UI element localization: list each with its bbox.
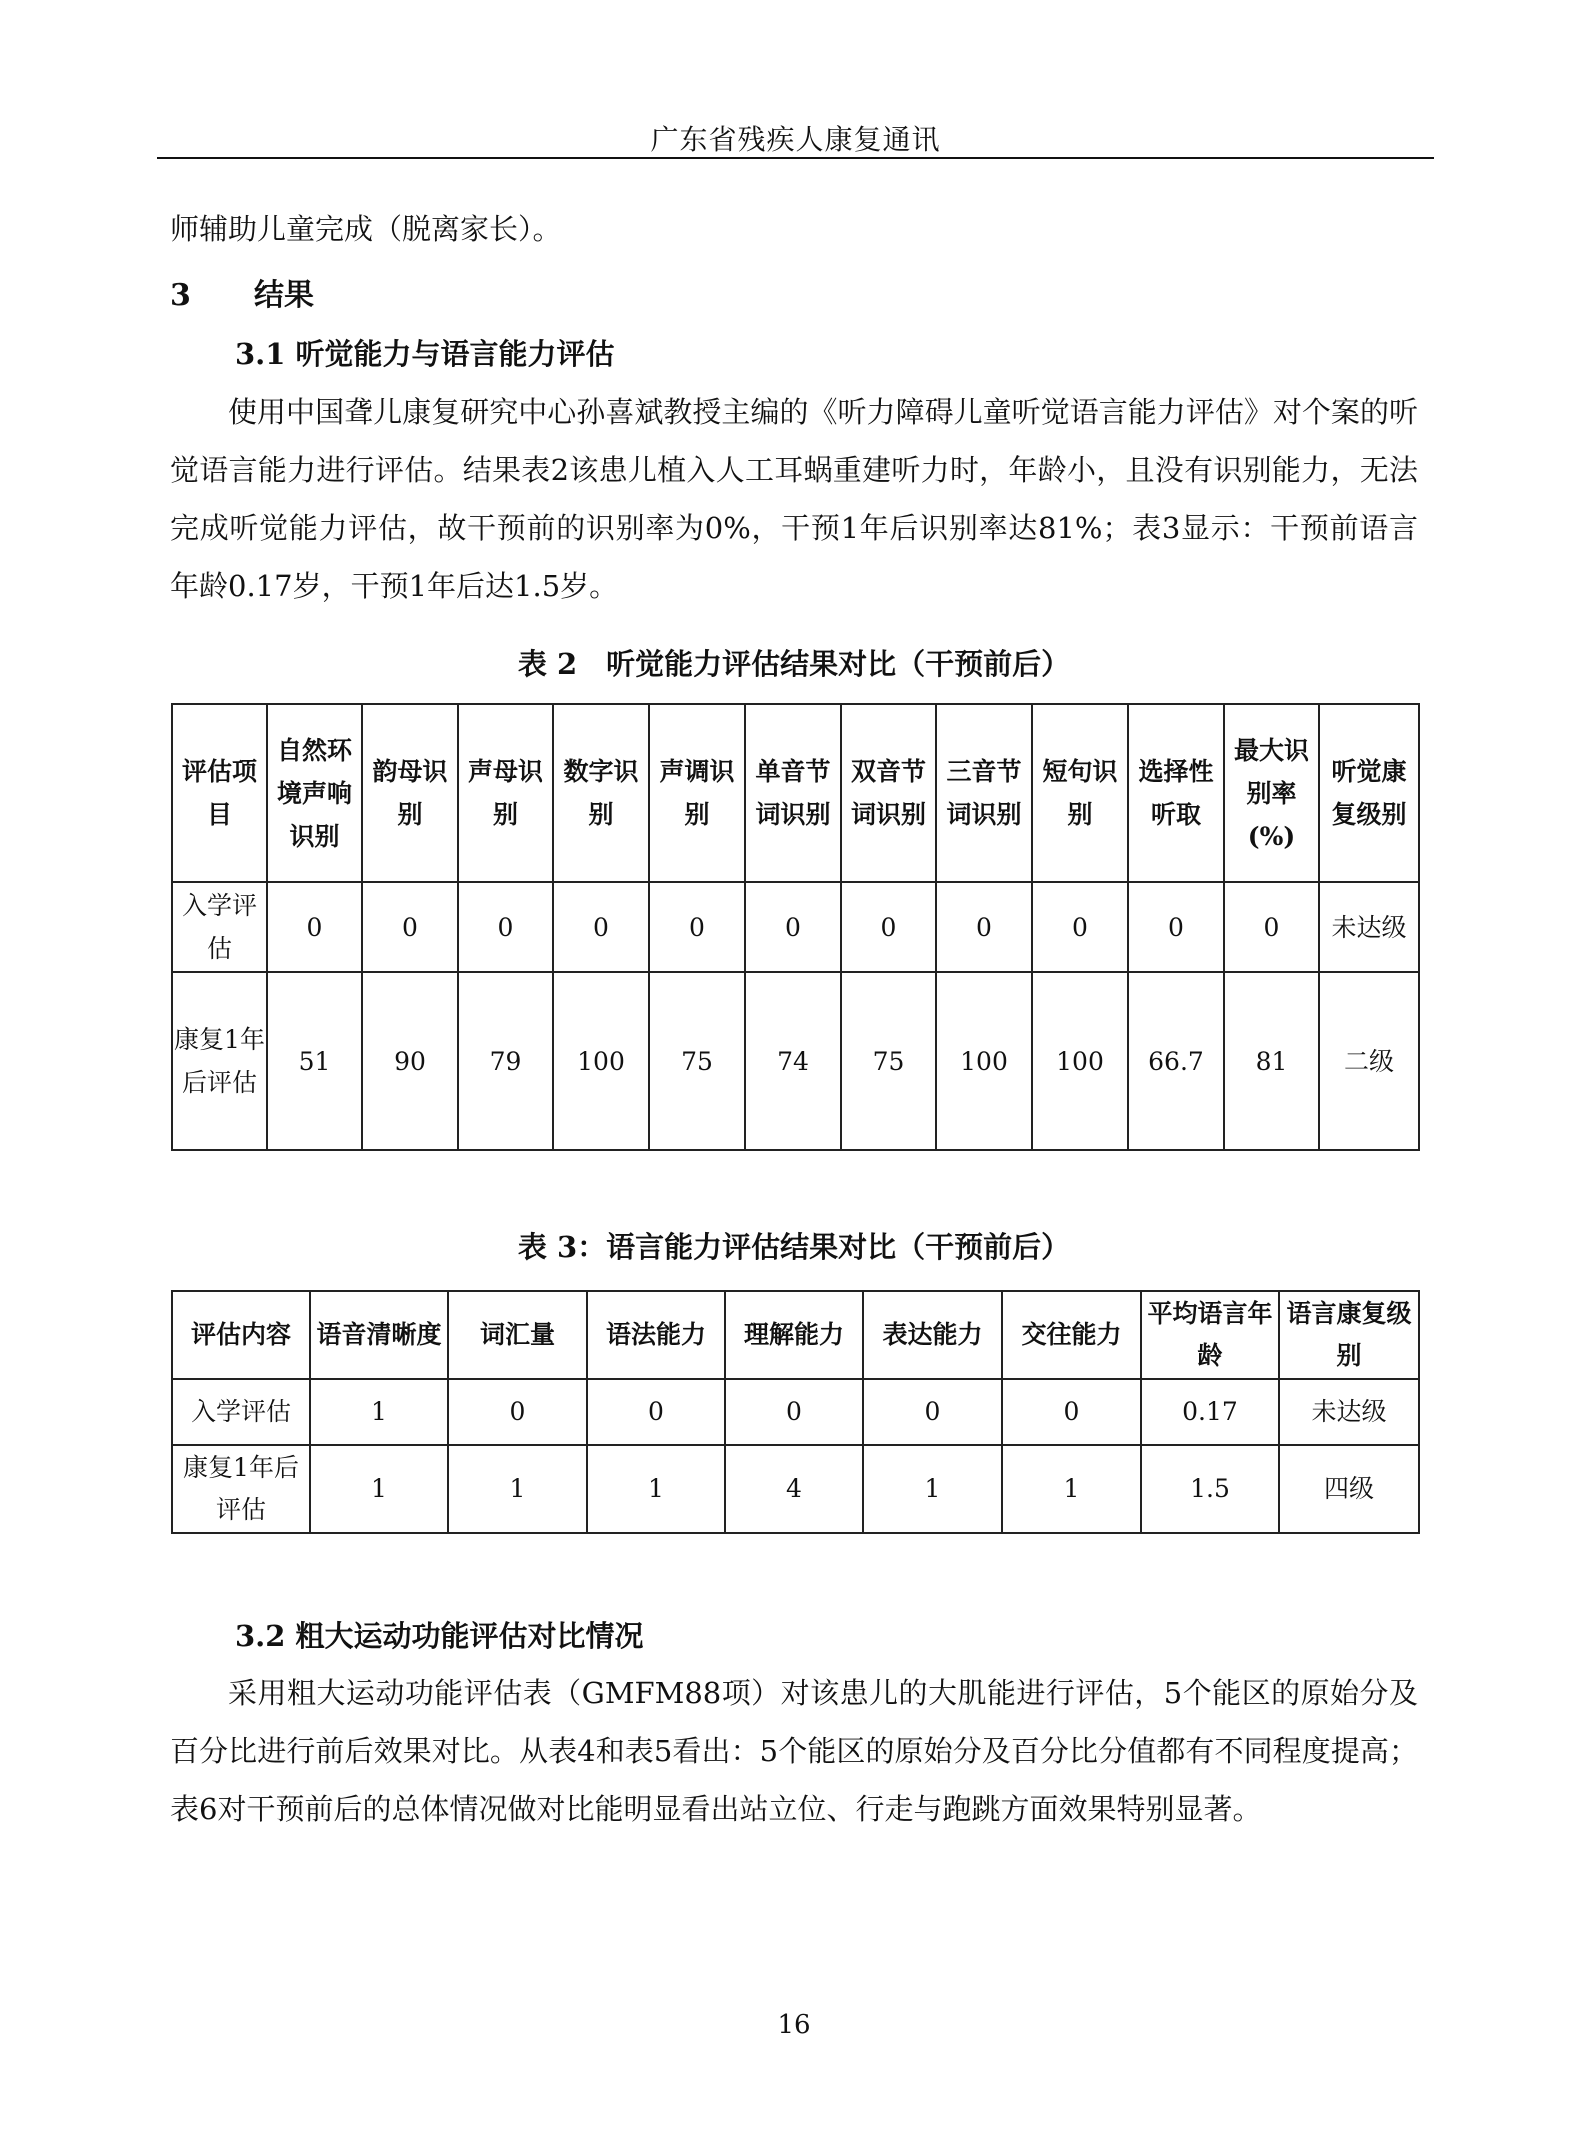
- table2-header-row: [172, 704, 1419, 882]
- table-cell: 1: [448, 1445, 587, 1533]
- table3-header-cell: 平均语言年龄: [1141, 1291, 1279, 1379]
- table3-header-cell: 语法能力: [587, 1291, 725, 1379]
- table-cell: 79: [458, 972, 553, 1150]
- table-cell: 1: [587, 1445, 725, 1533]
- table-cell: 未达级: [1279, 1379, 1419, 1445]
- table-cell: 66.7: [1128, 972, 1224, 1150]
- table-cell: 1: [310, 1445, 448, 1533]
- table-cell: 0: [725, 1379, 863, 1445]
- table-cell: 四级: [1279, 1445, 1419, 1533]
- paragraph-gmfm-assessment: 采用粗大运动功能评估表（GMFM88项）对该患儿的大肌能进行评估，5个能区的原始分及百分比进行前后效果对比。从表4和表5看出：5个能区的原始分及百分比分值都有不同程度提高；表6对干预前后的总体情况做对比能明显看出站立位、行走与跑跳方面效果特别显著。: [170, 1676, 1418, 1826]
- table2-header-cell: 韵母识别: [362, 704, 458, 882]
- table-cell: 100: [936, 972, 1032, 1150]
- table2-hearing-results: [171, 703, 1420, 1151]
- table-cell: 0: [936, 882, 1032, 972]
- table-cell: 51: [267, 972, 362, 1150]
- table-row: [172, 1445, 1419, 1533]
- table2-caption: 表 2 听觉能力评估结果对比（干预前后）: [517, 647, 1071, 681]
- table-cell: 100: [1032, 972, 1128, 1150]
- table2-header-cell: 单音节词识别: [745, 704, 841, 882]
- table-cell: 1: [1002, 1445, 1141, 1533]
- table2-header-cell: 三音节词识别: [936, 704, 1032, 882]
- table-cell: 0: [1002, 1379, 1141, 1445]
- table3-header-cell: 词汇量: [448, 1291, 587, 1379]
- table-cell: 康复1年后评估: [172, 1445, 310, 1533]
- table3-header-cell: 理解能力: [725, 1291, 863, 1379]
- table3-header-row: [172, 1291, 1419, 1379]
- table-cell: 未达级: [1319, 882, 1419, 972]
- table-cell: 0: [841, 882, 936, 972]
- table-cell: 74: [745, 972, 841, 1150]
- section-title: 结果: [254, 278, 314, 313]
- table-cell: 二级: [1319, 972, 1419, 1150]
- table-cell: 100: [553, 972, 649, 1150]
- table-cell: 1: [310, 1379, 448, 1445]
- subsection-heading-3-2: 3.2 粗大运动功能评估对比情况: [235, 1619, 644, 1653]
- page-number: 16: [777, 2010, 811, 2040]
- table-row: [172, 1379, 1419, 1445]
- table2-header-cell: 声调识别: [649, 704, 745, 882]
- table2-header-cell: 评估项目: [172, 704, 267, 882]
- table-cell: 0: [863, 1379, 1002, 1445]
- section-number: 3: [170, 278, 191, 313]
- table-cell: 0.17: [1141, 1379, 1279, 1445]
- table3-header-cell: 表达能力: [863, 1291, 1002, 1379]
- table2-header-cell: 选择性听取: [1128, 704, 1224, 882]
- table2-header-cell: 双音节词识别: [841, 704, 936, 882]
- table3-header-cell: 语音清晰度: [310, 1291, 448, 1379]
- table2-header-cell: 最大识别率(%): [1224, 704, 1319, 882]
- header-rule: [157, 157, 1434, 159]
- table-cell: 0: [1128, 882, 1224, 972]
- table-cell: 0: [649, 882, 745, 972]
- running-header: 广东省残疾人康复通讯: [650, 123, 941, 156]
- table-cell: 75: [649, 972, 745, 1150]
- table-cell: 入学评估: [172, 882, 267, 972]
- section-heading-3: [170, 270, 314, 314]
- table2-header-cell: 听觉康复级别: [1319, 704, 1419, 882]
- table-cell: 0: [1224, 882, 1319, 972]
- table-row: [172, 972, 1419, 1150]
- table-cell: 81: [1224, 972, 1319, 1150]
- table2-header-cell: 自然环境声响识别: [267, 704, 362, 882]
- table-cell: 入学评估: [172, 1379, 310, 1445]
- table-cell: 康复1年后评估: [172, 972, 267, 1150]
- table3-header-cell: 评估内容: [172, 1291, 310, 1379]
- table-cell: 0: [458, 882, 553, 972]
- table3-header-cell: 语言康复级别: [1279, 1291, 1419, 1379]
- table3-language-results: [171, 1290, 1420, 1534]
- table-row: [172, 882, 1419, 972]
- table-cell: 0: [362, 882, 458, 972]
- table-cell: 0: [1032, 882, 1128, 972]
- table-cell: 1.5: [1141, 1445, 1279, 1533]
- paragraph-hearing-assessment: 使用中国聋儿康复研究中心孙喜斌教授主编的《听力障碍儿童听觉语言能力评估》对个案的听觉语言能力进行评估。结果表2该患儿植入人工耳蜗重建听力时，年龄小，且没有识别能力，无法完成听觉能力评估，故干预前的识别率为0%，干预1年后识别率达81%；表3显示：干预前语言年龄0.17岁，干预1年后达1.5岁。: [170, 395, 1418, 603]
- table2-header-cell: 数字识别: [553, 704, 649, 882]
- table2-header-cell: 短句识别: [1032, 704, 1128, 882]
- table3-header-cell: 交往能力: [1002, 1291, 1141, 1379]
- table-cell: 0: [448, 1379, 587, 1445]
- table2-header-cell: 声母识别: [458, 704, 553, 882]
- table-cell: 75: [841, 972, 936, 1150]
- table-cell: 0: [587, 1379, 725, 1445]
- table-cell: 90: [362, 972, 458, 1150]
- table-cell: 0: [267, 882, 362, 972]
- paragraph-continuation: 师辅助儿童完成（脱离家长）。: [170, 212, 562, 246]
- table-cell: 0: [553, 882, 649, 972]
- subsection-heading-3-1: 3.1 听觉能力与语言能力评估: [235, 337, 615, 371]
- table-cell: 4: [725, 1445, 863, 1533]
- table-cell: 0: [745, 882, 841, 972]
- table-cell: 1: [863, 1445, 1002, 1533]
- table3-caption: 表 3：语言能力评估结果对比（干预前后）: [517, 1230, 1071, 1264]
